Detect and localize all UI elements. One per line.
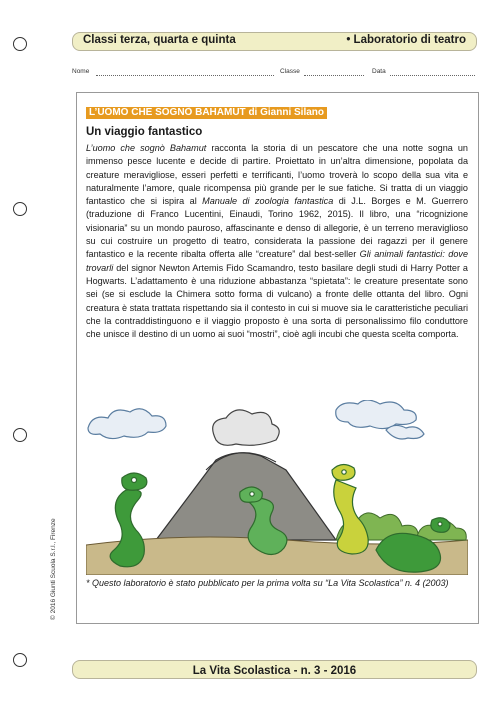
class-field[interactable] (304, 75, 364, 76)
article-title: L’UOMO CHE SOGNÒ BAHAMUT di Gianni Silano (86, 107, 327, 119)
binder-hole (13, 653, 27, 667)
body-text-3: del signor Newton Artemis Fido Scamandro, testo basilare degli studi di Harry Potter a Hogwarts. L’adattamento è una riduzione abbastanza “spietata”: le creature presentate sono sei (se si esclude la Chimera sotto forma di vulcano) a fronte delle ottanta del libro. Ogni creatura è stata trattata rispettando sia il contesto in cui si muove sia le caratteristiche peculiari che la contraddistinguono e il viaggio proposto è una sorta di personalissimo filo conduttore che unisce il destino di un uomo ai suoi “mostri”, cioè agli incubi che questa scelta comporta. (86, 262, 468, 340)
page-footer (72, 660, 477, 679)
copyright-credit: © 2016 Giunti Scuola S.r.l., Firenze (50, 518, 57, 620)
date-field[interactable] (390, 75, 475, 76)
name-field[interactable] (96, 75, 274, 76)
body-text-1: racconta la storia di un pescatore che una notte sogna un immenso pesce lucente e decide di partire. Proiettato in un’altra dimensione, popolata da creature meravigliose, esseri perfetti e terrificanti, l’uomo troverà lo scopo della sua vita e naturalmente l’amore, quale ricompensa più grande per le sue fatiche. Si tratta di un viaggio fantastico che si ispira al (86, 143, 468, 207)
page-header (72, 32, 477, 51)
body-text-2: di J.L. Borges e M. Guerrero (traduzione di Franco Lucentini, Einaudi, Torino 1962, 2015). Il libro, una “ricognizione visionaria” su un mondo pauroso, affascinante e denso di allegorie, è un terreno meraviglioso su cui costruire un progetto di teatro, considerata la passione dei ragazzi per il genere fantastico e la recente ribalta offerta alle “creature” dal best-seller (86, 196, 468, 260)
snake-left (110, 473, 147, 567)
cloud-left (88, 409, 166, 439)
body-italic-3: Gli animali fantastici: dove trovarli (86, 249, 468, 273)
article-subtitle: Un viaggio fantastico (86, 126, 203, 138)
footer-publication: La Vita Scolastica - n. 3 - 2016 (192, 665, 357, 677)
cloud-right (336, 400, 424, 439)
header-classes: Classi terza, quarta e quinta (83, 34, 236, 46)
date-label: Data (372, 68, 386, 75)
footnote: * Questo laboratorio è stato pubblicato per la prima volta su “La Vita Scolastica” n. 4 (2003) (86, 578, 449, 588)
binder-hole (13, 428, 27, 442)
article-body (86, 142, 468, 341)
body-italic-2: Manuale di zoologia fantastica (202, 196, 334, 207)
volcano-icon (156, 410, 336, 540)
header-section: • Laboratorio di teatro (346, 34, 466, 46)
binder-hole (13, 37, 27, 51)
snake-right (332, 464, 368, 554)
student-fields (72, 68, 475, 78)
class-label: Classe (280, 68, 300, 75)
name-label: Nome (72, 68, 90, 75)
body-italic-1: L’uomo che sognò Bahamut (86, 143, 207, 153)
binder-hole (13, 202, 27, 216)
volcano-snakes-illustration (86, 400, 468, 575)
